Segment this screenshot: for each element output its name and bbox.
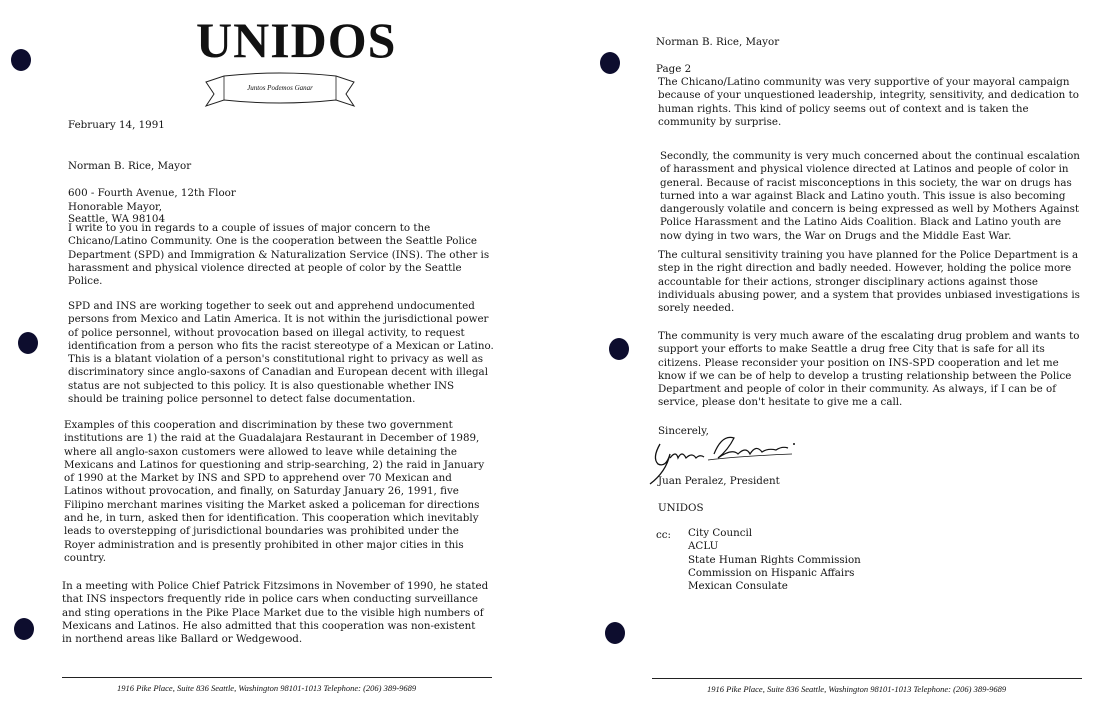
signature-text — [558, 0, 559, 1]
footer-rule — [652, 678, 1082, 679]
body-paragraph: The community is very much aware of the escalating drug problem and wants to support your efforts to make Seattle a drug free City that is safe for all its citizens. Please reconsider your position on INS-SPD cooperation and let me know if we can be of help to develop a trusting relationship between the Police Department and people of color in their community. As always, if I can be of service, please don't hesitate to give me a call. — [658, 330, 1080, 409]
letter-page-2 — [558, 0, 1117, 720]
punch-hole — [11, 49, 31, 71]
punch-hole — [14, 618, 34, 640]
unidos-logo — [196, 12, 397, 106]
punch-hole — [609, 338, 629, 360]
body-paragraph: Examples of this cooperation and discrimination by these two government institutions are 1) the raid at the Guadalajara Restaurant in December of 1989, where all anglo-saxon customers were allowed to leave while detaining the Mexicans and Latinos for questioning and strip-searching, 2) the raid in January of 1990 at the Market by INS and SPD to apprehend over 70 Mexican and Latinos without provocation, and finally, on Saturday January 26, 1991, five Filipino merchant marines visiting the Market asked a policeman for directions and he, in turn, asked then for identification. This cooperation which inevitably leads to overstepping of jurisdictional boundaries was prohibited under the Royer administration and is presently prohibited in other major cities in this country. — [64, 419, 485, 564]
address-line: Norman B. Rice, Mayor — [68, 160, 192, 173]
ribbon-banner-icon — [204, 68, 356, 118]
letter-page-1 — [0, 0, 558, 720]
body-paragraph: In a meeting with Police Chief Patrick Fitzsimons in November of 1990, he stated that INS inspectors frequently ride in police cars when conducting surveillance and sting operations in the Pike Place Market due to the visible high numbers of Mexicans and Latinos. He also admitted that this cooperation was non-existent in northend areas like Ballard or Wedgewood. — [62, 580, 489, 646]
body-paragraph: The cultural sensitivity training you have planned for the Police Department is a step in the right direction and badly needed. However, holding the police more accountable for their actions, stronger disciplinary actions against those individuals abusing power, and a system that provides unbiased investigations is sorely needed. — [658, 249, 1080, 315]
body-paragraph: The Chicano/Latino community was very supportive of your mayoral campaign because of your unquestioned leadership, integrity, sensitivity, and dedication to human rights. This kind of policy seems out of context and is taken the community by surprise. — [658, 76, 1079, 128]
body-paragraph: SPD and INS are working together to seek out and apprehend undocumented persons from Mexico and Latin America. It is not within the jurisdictional power of police personnel, without provocation based on illegal activity, to request identification from a person who fits the racist stereotype of a Mexican or Latino. This is a blatant violation of a person's constitutional right to privacy as well as discriminatory since anglo-saxons of Canadian and European decent with illegal status are not subjected to this policy. It is also questionable whether INS should be training police personnel to detect false documentation. — [68, 300, 494, 406]
punch-hole — [605, 622, 625, 644]
logo-wordmark: UNIDOS — [196, 12, 397, 68]
salutation: Honorable Mayor, — [68, 201, 163, 213]
cc-label: cc: — [656, 529, 672, 541]
closing: Sincerely, — [658, 425, 709, 437]
signer-name: Juan Peralez, President — [658, 475, 780, 488]
letter-date: February 14, 1991 — [68, 119, 165, 131]
address-line: Seattle, WA 98104 — [68, 213, 166, 226]
signer-org: UNIDOS — [658, 501, 704, 514]
letterhead-footer: 1916 Pike Place, Suite 836 Seattle, Washington 98101-1013 Telephone: (206) 389-9689 — [117, 683, 417, 693]
address-line: 600 - Fourth Avenue, 12th Floor — [68, 186, 236, 199]
cc-recipient: State Human Rights Commission — [688, 553, 861, 566]
header-line: Page 2 — [656, 62, 692, 75]
body-paragraph: I write to you in regards to a couple of issues of major concern to the Chicano/Latino Community. One is the cooperation between the Seattle Police Department (SPD) and Immigration & Naturalization Service (INS). The other is harassment and physical violence directed at people of color by the Seattle Police. — [68, 222, 490, 288]
cc-recipient: Commission on Hispanic Affairs — [688, 566, 855, 579]
cc-recipient: ACLU — [688, 540, 719, 553]
punch-hole — [600, 52, 620, 74]
cc-recipient: Mexican Consulate — [688, 580, 788, 593]
punch-hole — [18, 332, 38, 354]
body-paragraph: Secondly, the community is very much concerned about the continual escalation of harassment and physical violence directed at Latinos and people of color in general. Because of racist misconceptions in this society, the war on drugs has turned into a war against Black and Latino youth. This issue is also becoming dangerously volatile and concern is being expressed as well by Mothers Against Police Harassment and the Latino Aids Coalition. Black and Latino youth are now dying in two wars, the War on Drugs and the Middle East War. — [660, 150, 1080, 242]
header-line: Norman B. Rice, Mayor — [656, 36, 780, 49]
footer-rule — [62, 677, 492, 678]
cc-recipient: City Council — [688, 527, 753, 539]
cc-list — [688, 527, 861, 593]
logo-motto: Juntos Podemos Ganar — [247, 84, 313, 92]
letterhead-footer: 1916 Pike Place, Suite 836 Seattle, Washington 98101-1013 Telephone: (206) 389-9689 — [707, 684, 1007, 694]
signer-block — [658, 462, 780, 528]
